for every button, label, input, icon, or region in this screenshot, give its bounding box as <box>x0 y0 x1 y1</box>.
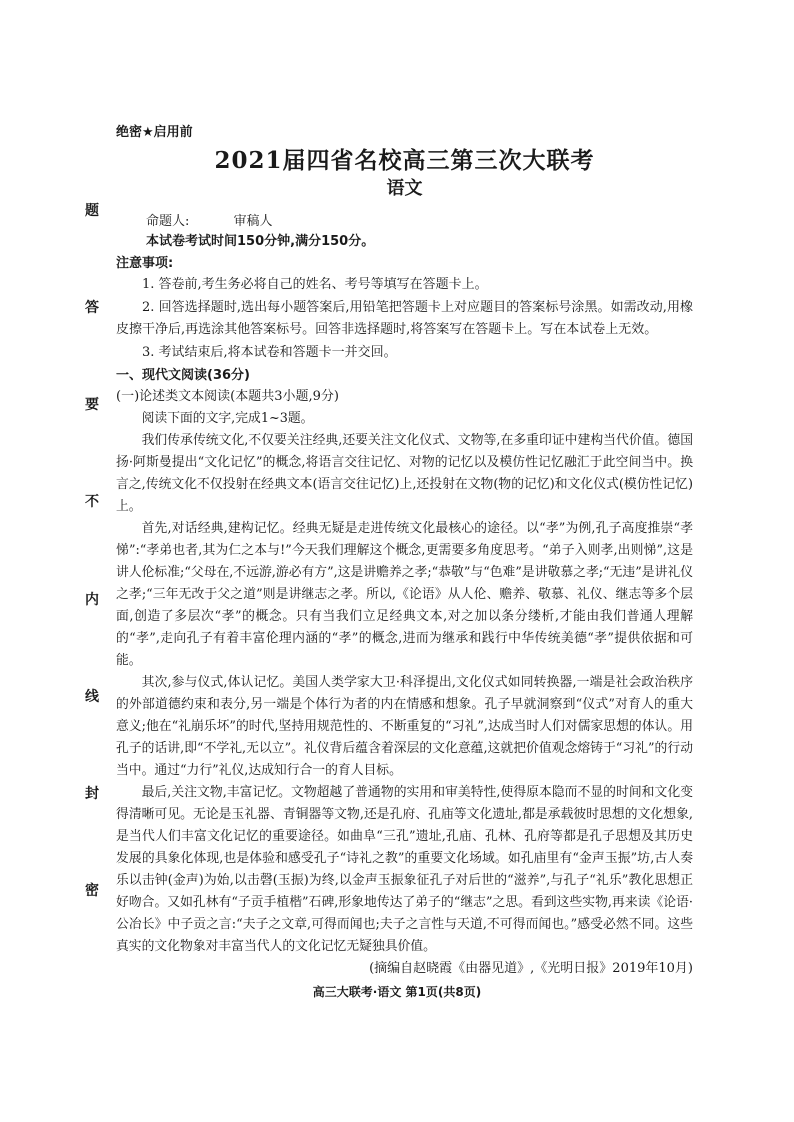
exam-time-info: 本试卷考试时间150分钟,满分150分。 <box>146 234 375 249</box>
notice-item: 1. 答卷前,考生务必将自己的姓名、考号等填写在答题卡上。 <box>142 277 488 292</box>
passage-source: (摘编自赵晓霞《由器见道》,《光明日报》2019年10月) <box>369 961 693 976</box>
margin-char: 密 <box>85 882 99 899</box>
notice-heading: 注意事项: <box>116 256 174 271</box>
passage-paragraph: 最后,关注文物,丰富记忆。文物超越了普通物的实用和审美特性,使得原本隐而不显的时间和文化变得清晰可见。无论是玉礼器、青铜器等文物,还是孔府、孔庙等文化遗址,都是承载彼时思想的文化想象,是当代人们丰富文化记忆的重要途径。如曲阜“三孔”遗址,孔庙、孔林、孔府等都是孔子思想及其历史发展的具象化体现,也是体验和感受孔子“诗礼之教”的重要文化场域。如孔庙里有“金声玉振”坊,古人奏乐以击钟(金声)为始,以击磬(玉振)为终,以金声玉振象征孔子对后世的“滋养”,与孔子“礼乐”教化思想正好吻合。又如孔林有“子贡手植楷”石碑,形象地传达了弟子的“继志”之思。看到这些实物,再来读《论语·公冶长》中子贡之言:“夫子之文章,可得而闻也;夫子之言性与天道,不可得而闻也。”感受必然不同。这些真实的文化物象对丰富当代人的文化记忆无疑独具价值。 <box>116 785 693 954</box>
margin-char: 内 <box>85 591 99 608</box>
exam-title: 2021届四省名校高三第三次大联考 <box>214 147 595 174</box>
setter-label: 命题人: <box>146 214 190 229</box>
reviewer-label: 审稿人 <box>233 214 273 229</box>
secret-label: 绝密★启用前 <box>116 125 193 140</box>
passage-paragraph: 其次,参与仪式,体认记忆。美国人类学家大卫·科泽提出,文化仪式如同转换器,一端是社会政治秩序的外部道德约束和表分,另一端是个体行为者的内在情感和想象。孔子早就洞察到“仪式”对育人的重大意义;他在“礼崩乐坏”的时代,坚持用规范性的、不断重复的“习礼”,达成当时人们对儒家思想的体认。用孔子的话讲,即“不学礼,无以立”。礼仪背后蕴含着深层的文化意蕴,这就把价值观念熔铸于“习礼”的行动当中。通过“力行”礼仪,达成知行合一的育人目标。 <box>116 675 693 778</box>
margin-char: 线 <box>85 688 99 705</box>
subsection-heading: (一)论述类文本阅读(本题共3小题,9分) <box>116 389 339 404</box>
sealing-line-notice <box>80 200 104 900</box>
notice-item: 2. 回答选择题时,选出每小题答案后,用铅笔把答题卡上对应题目的答案标号涂黑。如需改动,用橡皮擦干净后,再选涂其他答案标号。回答非选择题时,将答案写在答题卡上。写在本试卷上无效。 <box>116 299 693 337</box>
margin-char: 封 <box>85 785 99 802</box>
exam-page <box>116 123 693 980</box>
page-footer: 高三大联考·语文 第1页(共8页) <box>312 985 482 999</box>
subject-title: 语文 <box>386 178 423 199</box>
reading-instruction: 阅读下面的文字,完成1~3题。 <box>141 411 314 426</box>
section-heading: 一、现代文阅读(36分) <box>116 368 250 383</box>
margin-char: 要 <box>85 397 99 414</box>
notice-item: 3. 考试结束后,将本试卷和答题卡一并交回。 <box>142 344 397 360</box>
margin-char: 题 <box>85 203 99 219</box>
author-row <box>146 212 693 232</box>
passage-paragraph: 我们传承传统文化,不仅要关注经典,还要关注文化仪式、文物等,在多重印证中建构当代价值。德国扬·阿斯曼提出“文化记忆”的概念,将语言交往记忆、对物的记忆以及模仿性记忆融汇于此空间当中。换言之,传统文化不仅投射在经典文本(语言交往记忆)上,还投射在文物(物的记忆)和文化仪式(模仿性记忆)上。 <box>116 433 693 514</box>
margin-char: 不 <box>85 494 99 511</box>
passage-paragraph: 首先,对话经典,建构记忆。经典无疑是走进传统文化最核心的途径。以“孝”为例,孔子高度推崇“孝悌”:“孝弟也者,其为仁之本与!”今天我们理解这个概念,更需要多角度思考。“弟子入则孝,出则悌”,这是讲人伦标准;“父母在,不远游,游必有方”,这是讲赡养之孝;“恭敬”与“色难”是讲敬慕之孝;“无违”是讲礼仪之孝;“三年无改于父之道”则是讲继志之孝。所以,《论语》从人伦、赡养、敬慕、礼仪、继志等多个层面,创造了多层次“孝”的概念。只有当我们立足经典文本,对之加以条分缕析,才能由我们普通人理解的“孝”,走向孔子有着丰富伦理内涵的“孝”的概念,进而为继承和践行中华传统美德“孝”提供依据和可能。 <box>116 521 693 668</box>
margin-char: 答 <box>85 300 99 317</box>
